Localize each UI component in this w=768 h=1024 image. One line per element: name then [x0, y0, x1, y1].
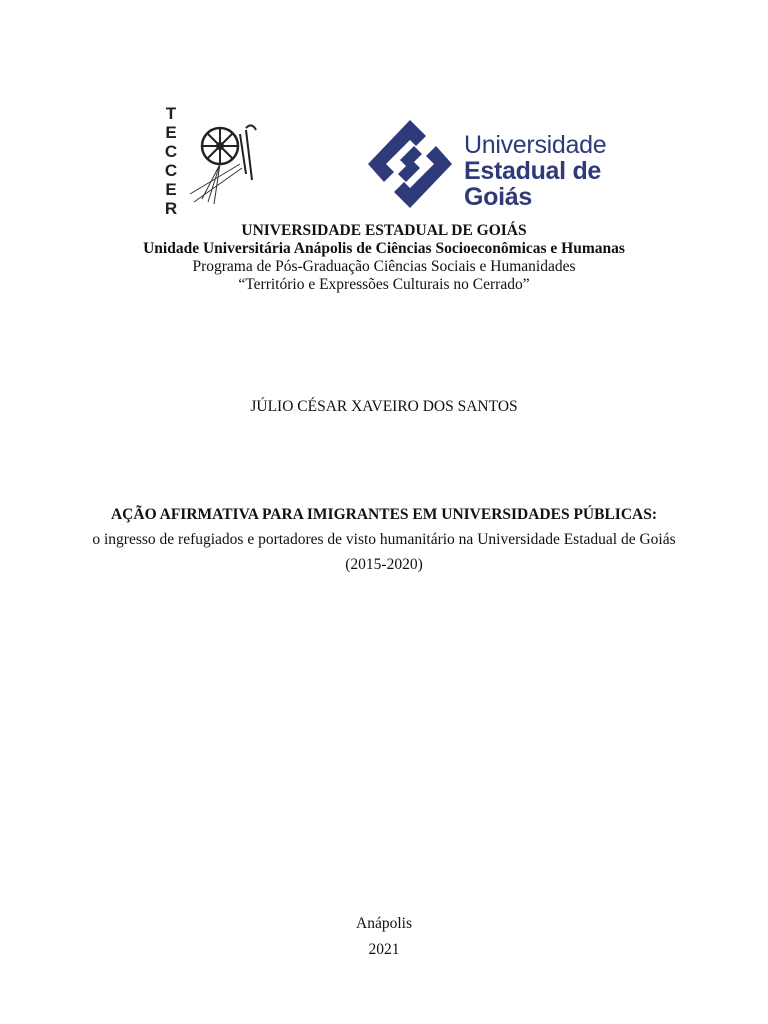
work-title-block: [0, 504, 768, 576]
footer: [0, 911, 768, 963]
research-line: “Território e Expressões Culturais no Cerrado”: [238, 276, 530, 293]
tecceer-logo-letters: T E C C E R: [164, 104, 178, 218]
ueg-wordmark-line1: Universidade: [464, 131, 607, 159]
ueg-emblem-icon: [364, 118, 456, 210]
work-subtitle: o ingresso de refugiados e portadores de visto humanitário na Universidade Estadual de Goiás: [92, 531, 676, 548]
work-period: (2015-2020): [345, 556, 423, 573]
work-title: AÇÃO AFIRMATIVA PARA IMIGRANTES EM UNIVERSIDADES PÚBLICAS:: [110, 506, 657, 523]
institution-header: [0, 222, 768, 294]
university-name: UNIVERSIDADE ESTADUAL DE GOIÁS: [241, 222, 527, 239]
ueg-logo: [364, 118, 664, 211]
author-name: JÚLIO CÉSAR XAVEIRO DOS SANTOS: [250, 398, 518, 415]
program-name: Programa de Pós-Graduação Ciências Sociais e Humanidades: [192, 258, 576, 275]
ueg-wordmark: [464, 132, 664, 210]
spinning-wheel-icon: [180, 104, 290, 214]
unit-name: Unidade Universitária Anápolis de Ciências Socioeconômicas e Humanas: [143, 240, 625, 257]
logos-row: [0, 100, 768, 218]
city: Anápolis: [356, 915, 412, 932]
ueg-wordmark-line2: Estadual de Goiás: [464, 157, 602, 211]
year: 2021: [368, 941, 400, 958]
